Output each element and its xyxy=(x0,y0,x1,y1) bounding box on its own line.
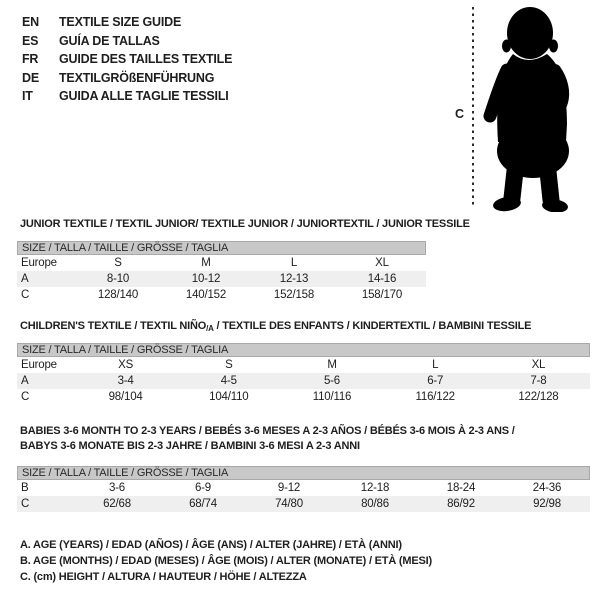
language-row-de xyxy=(22,69,232,88)
age-cell: 3-4 xyxy=(117,375,134,387)
height-cell: 140/152 xyxy=(185,289,227,301)
height-measure-dotted-line xyxy=(472,7,474,206)
age-cell: 12-13 xyxy=(279,273,309,285)
size-header-bar: SIZE / TALLA / TAILLE / GRÖSSE / TAGLIA xyxy=(17,343,590,357)
legend-line-a: A. AGE (YEARS) / EDAD (AÑOS) / ÂGE (ANS) / ALTER (JAHRE) / ETÀ (ANNI) xyxy=(20,539,402,551)
size-cell: XS xyxy=(118,359,134,371)
height-cell: 158/170 xyxy=(361,289,403,301)
language-title: GUIDE DES TAILLES TEXTILE xyxy=(59,52,233,66)
height-cell: 152/158 xyxy=(273,289,315,301)
age-cell: 18-24 xyxy=(446,482,476,494)
age-cell: 8-10 xyxy=(106,273,130,285)
age-cell: 3-6 xyxy=(108,482,126,494)
language-title: TEXTILGRÖßENFÜHRUNG xyxy=(59,70,215,85)
language-title-list xyxy=(22,13,232,106)
height-cell: 86/92 xyxy=(447,498,475,510)
size-cell: S xyxy=(114,257,122,269)
size-cell: M xyxy=(327,359,337,371)
language-code: ES xyxy=(22,33,39,48)
title-part: / TEXTILE DES ENFANTS / KINDERTEXTIL / BAMBINI TESSILE xyxy=(213,320,532,332)
table-row-age-months xyxy=(17,480,590,496)
height-measure-label: C xyxy=(455,107,465,121)
legend xyxy=(20,537,432,585)
size-header-bar: SIZE / TALLA / TAILLE / GRÖSSE / TAGLIA xyxy=(17,466,590,480)
age-cell: 7-8 xyxy=(530,375,547,387)
height-cell: 62/68 xyxy=(103,498,131,510)
children-size-table xyxy=(17,343,590,405)
age-cell: 9-12 xyxy=(277,482,301,494)
height-cell: 116/122 xyxy=(415,391,455,403)
age-cell: 6-9 xyxy=(194,482,212,494)
table-row-height xyxy=(17,496,590,512)
row-label: C xyxy=(21,289,30,301)
legend-line-c: C. (cm) HEIGHT / ALTURA / HAUTEUR / HÖHE / ALTEZZA xyxy=(20,571,307,583)
row-label: Europe xyxy=(21,359,57,371)
size-cell: L xyxy=(290,257,298,269)
age-cell: 6-7 xyxy=(427,375,444,387)
language-code: IT xyxy=(22,89,33,103)
size-cell: S xyxy=(225,359,233,371)
age-cell: 4-5 xyxy=(220,375,237,387)
language-code: EN xyxy=(22,15,39,29)
baby-silhouette-icon xyxy=(483,4,579,212)
height-cell: 128/140 xyxy=(97,289,139,301)
table-row-europe xyxy=(17,357,590,373)
language-code: DE xyxy=(22,70,39,85)
height-cell: 122/128 xyxy=(518,391,559,403)
size-cell: XL xyxy=(531,359,546,371)
row-label: C xyxy=(21,391,30,403)
size-cell: M xyxy=(201,257,211,269)
junior-size-table xyxy=(17,241,426,303)
table-row-height xyxy=(17,287,426,303)
section-title-babies-line1: BABIES 3-6 MONTH TO 2-3 YEARS / BEBÉS 3-6 MESES A 2-3 AÑOS / BÉBÉS 3-6 MOIS À 2-3 ANS / xyxy=(20,425,515,437)
age-cell: 24-36 xyxy=(532,482,562,494)
row-label: Europe xyxy=(21,257,57,269)
size-header-bar: SIZE / TALLA / TAILLE / GRÖSSE / TAGLIA xyxy=(17,241,426,255)
section-title-children xyxy=(20,319,531,336)
height-cell: 98/104 xyxy=(108,391,143,403)
row-label: A xyxy=(21,273,29,285)
language-title: GUIDA ALLE TAGLIE TESSILI xyxy=(59,89,229,103)
height-cell: 104/110 xyxy=(209,391,249,403)
table-row-age xyxy=(17,373,590,389)
height-cell: 80/86 xyxy=(361,498,389,510)
language-row-it xyxy=(22,87,232,106)
section-title-junior: JUNIOR TEXTILE / TEXTIL JUNIOR/ TEXTILE JUNIOR / JUNIORTEXTIL / JUNIOR TESSILE xyxy=(20,218,470,230)
table-row-height xyxy=(17,389,590,405)
row-label: A xyxy=(21,375,29,387)
language-title: GUÍA DE TALLAS xyxy=(59,33,160,48)
height-cell: 68/74 xyxy=(189,498,217,510)
language-row-es xyxy=(22,32,232,51)
legend-line-b: B. AGE (MONTHS) / EDAD (MESES) / ÂGE (MOIS) / ALTER (MONATE) / ETÀ (MESI) xyxy=(20,555,432,567)
size-cell: L xyxy=(432,359,439,371)
age-cell: 12-18 xyxy=(360,482,390,494)
section-title-babies-line2: BABYS 3-6 MONATE BIS 2-3 JAHRE / BAMBINI 3-6 MESI A 2-3 ANNI xyxy=(20,440,360,452)
table-row-europe xyxy=(17,255,426,271)
language-row-en xyxy=(22,13,232,32)
row-label: C xyxy=(21,498,30,510)
age-cell: 14-16 xyxy=(367,273,397,285)
title-subscript: /A xyxy=(206,324,214,333)
row-label: B xyxy=(21,482,29,494)
language-row-fr xyxy=(22,50,232,69)
table-row-age xyxy=(17,271,426,287)
height-cell: 110/116 xyxy=(312,391,352,403)
size-cell: XL xyxy=(375,257,389,269)
height-cell: 92/98 xyxy=(533,498,561,510)
age-cell: 10-12 xyxy=(191,273,221,285)
height-cell: 74/80 xyxy=(275,498,303,510)
babies-size-table xyxy=(17,466,590,512)
language-code: FR xyxy=(22,52,39,66)
language-title: TEXTILE SIZE GUIDE xyxy=(59,15,182,29)
title-part: CHILDREN'S TEXTILE / TEXTIL NIÑO xyxy=(20,320,207,332)
age-cell: 5-6 xyxy=(323,375,341,387)
